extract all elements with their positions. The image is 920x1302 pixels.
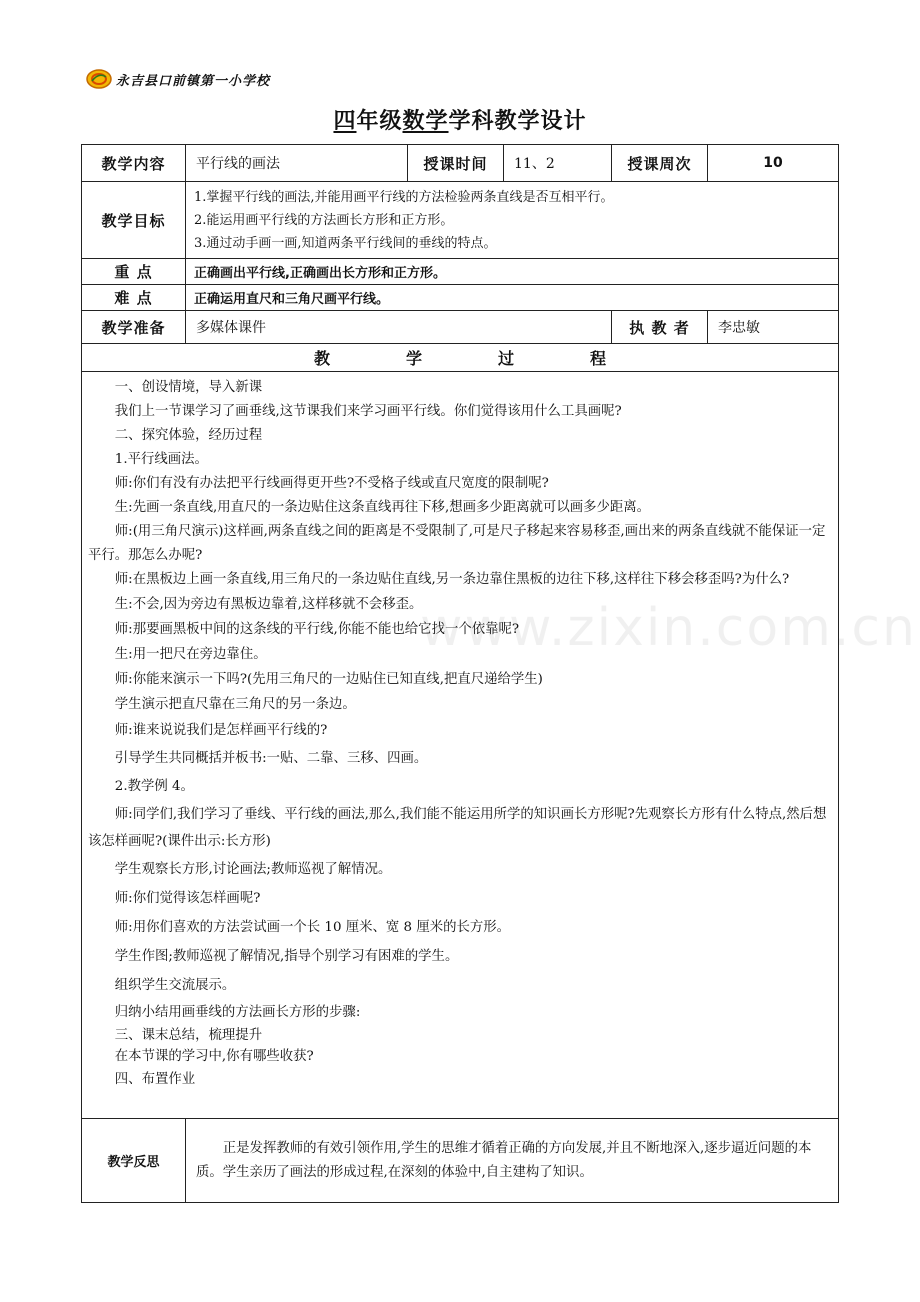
- time-value: 11、2: [504, 145, 612, 182]
- process-heading-char: 程: [590, 349, 607, 368]
- process-line: 归纳小结用画垂线的方法画长方形的步骤:: [114, 1005, 361, 1020]
- watermark: www.zixin.com.cn: [420, 598, 917, 658]
- process-body-row: [82, 372, 839, 1119]
- teacher-label: 执 教 者: [612, 311, 708, 344]
- process-line: 二、探究体验，经历过程: [114, 428, 263, 443]
- process-line: 师:你能来演示一下吗?(先用三角尺的一边贴住已知直线,把直尺递给学生): [114, 672, 543, 687]
- school-header: [86, 66, 270, 92]
- process-line: 在本节课的学习中,你有哪些收获?: [114, 1049, 314, 1064]
- key-point-label: 重 点: [82, 259, 186, 285]
- goal-item: 2.能运用画平行线的方法画长方形和正方形。: [194, 212, 454, 228]
- process-line: 师:你们有没有办法把平行线画得更开些?不受格子线或直尺宽度的限制呢?: [114, 476, 549, 491]
- title-rest: 学科教学设计: [448, 109, 587, 134]
- process-line: 1.平行线画法。: [114, 452, 208, 467]
- difficulty-value: 正确运用直尺和三角尺画平行线。: [186, 285, 839, 311]
- process-line: 组织学生交流展示。: [114, 978, 236, 993]
- reflection-label: 教学反思: [82, 1119, 186, 1203]
- reflection-text: 正是发挥教师的有效引领作用,学生的思维才循着正确的方向发展,并且不断地深入,逐步逼近问题的本质。学生亲历了画法的形成过程,在深刻的体验中,自主建构了知识。: [196, 1140, 812, 1180]
- prep-value: 多媒体课件: [186, 311, 612, 344]
- time-label: 授课时间: [408, 145, 504, 182]
- goal-list: [186, 182, 839, 259]
- goal-item: 3.通过动手画一画,知道两条平行线间的垂线的特点。: [194, 235, 497, 251]
- prep-row: [82, 311, 839, 344]
- process-line: 学生观察长方形,讨论画法;教师巡视了解情况。: [114, 862, 392, 877]
- school-logo-icon: [86, 69, 112, 89]
- title-subject: 数学: [402, 109, 449, 134]
- goals-row: [82, 182, 839, 259]
- process-line: 三、课末总结，梳理提升: [114, 1028, 263, 1043]
- process-heading-char: 教: [313, 349, 330, 368]
- school-name: 永吉县口前镇第一小学校: [116, 73, 271, 89]
- title-grade-suffix: 年级: [356, 109, 403, 134]
- process-line: 师:在黑板边上画一条直线,用三角尺的一条边贴住直线,另一条边靠住黑板的边往下移,这样往下移会移歪吗?为什么?: [114, 572, 790, 587]
- info-row-1: [82, 145, 839, 182]
- process-line: 师:用你们喜欢的方法尝试画一个长 10 厘米、宽 8 厘米的长方形。: [114, 920, 511, 935]
- process-line: 师:(用三角尺演示)这样画,两条直线之间的距离是不受限制了,可是尺子移起来容易移歪,画出来的两条直线就不能保证一定平行。那怎么办呢?: [88, 524, 826, 563]
- prep-label: 教学准备: [82, 311, 186, 344]
- difficulty-label: 难 点: [82, 285, 186, 311]
- page-title: [0, 104, 920, 135]
- process-line: 师:你们觉得该怎样画呢?: [114, 891, 261, 906]
- reflection-row: [82, 1119, 839, 1203]
- process-line: 学生作图;教师巡视了解情况,指导个别学习有困难的学生。: [114, 949, 459, 964]
- title-grade: 四: [333, 109, 357, 134]
- reflection-cell: [186, 1119, 839, 1203]
- content-value: 平行线的画法: [186, 145, 408, 182]
- goal-label: 教学目标: [82, 182, 186, 259]
- process-heading: [82, 344, 839, 372]
- process-line: 师:谁来说说我们是怎样画平行线的?: [114, 723, 328, 738]
- process-line: 引导学生共同概括并板书:一贴、二靠、三移、四画。: [114, 751, 428, 766]
- process-line: 一、创设情境，导入新课: [114, 380, 263, 395]
- process-heading-row: [82, 344, 839, 372]
- process-line: 生:先画一条直线,用直尺的一条边贴住这条直线再往下移,想画多少距离就可以画多少距离。: [114, 500, 651, 515]
- lesson-plan-table: [81, 144, 839, 1203]
- process-body: [82, 372, 839, 1119]
- process-heading-char: 学: [405, 349, 422, 368]
- teacher-value: 李忠敏: [708, 311, 839, 344]
- process-line: 生:用一把尺在旁边靠住。: [114, 647, 267, 662]
- key-point-value: 正确画出平行线,正确画出长方形和正方形。: [186, 259, 839, 285]
- process-line: 师:那要画黑板中间的这条线的平行线,你能不能也给它找一个依靠呢?: [114, 622, 520, 637]
- process-line: 四、布置作业: [114, 1072, 196, 1087]
- goal-item: 1.掌握平行线的画法,并能用画平行线的方法检验两条直线是否互相平行。: [194, 189, 614, 205]
- week-label: 授课周次: [612, 145, 708, 182]
- process-line: 我们上一节课学习了画垂线,这节课我们来学习画平行线。你们觉得该用什么工具画呢?: [114, 404, 622, 419]
- content-label: 教学内容: [82, 145, 186, 182]
- process-heading-char: 过: [498, 349, 515, 368]
- process-line: 生:不会,因为旁边有黑板边靠着,这样移就不会移歪。: [114, 597, 423, 612]
- key-point-row: [82, 259, 839, 285]
- process-line: 学生演示把直尺靠在三角尺的另一条边。: [114, 697, 356, 712]
- process-line: 2.教学例 4。: [114, 779, 194, 794]
- process-line: 师:同学们,我们学习了垂线、平行线的画法,那么,我们能不能运用所学的知识画长方形呢?先观察长方形有什么特点,然后想该怎样画呢?(课件出示:长方形): [88, 807, 827, 849]
- week-value: 10: [708, 145, 839, 182]
- difficulty-row: [82, 285, 839, 311]
